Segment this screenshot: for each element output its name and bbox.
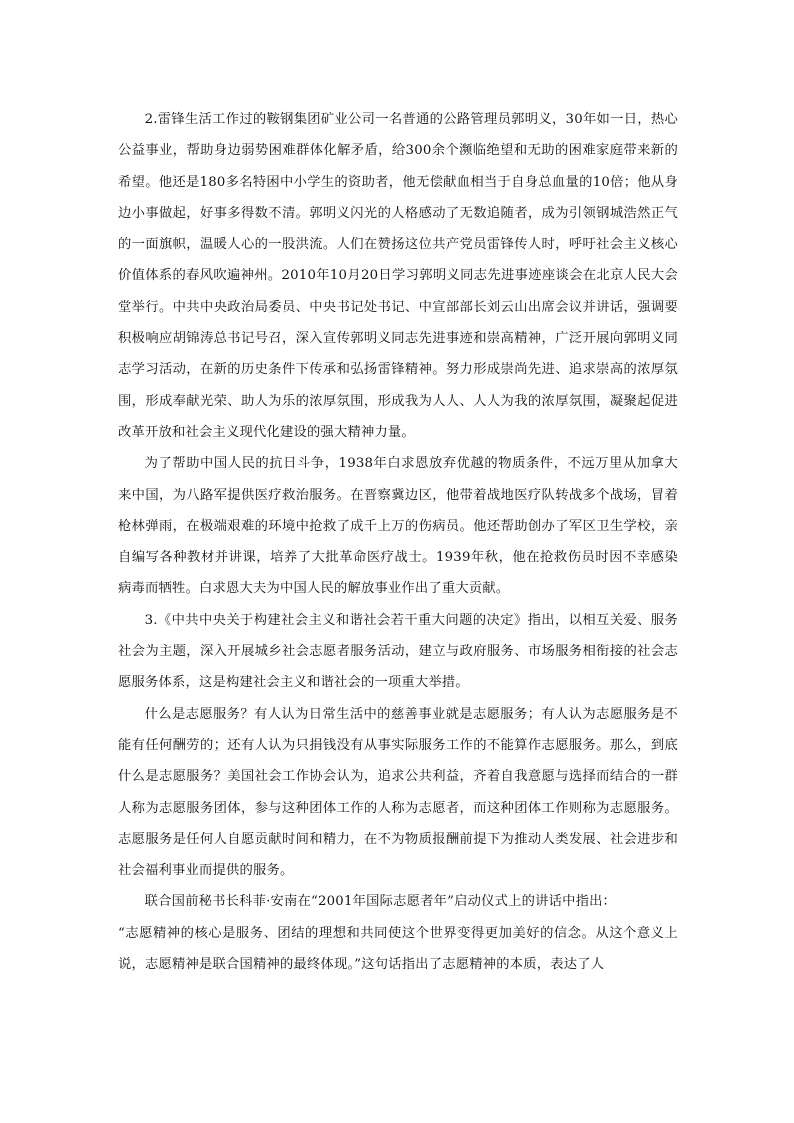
- document-body: [118, 104, 678, 980]
- paragraph-annan-quote: “志愿精神的核心是服务、团结的理想和共同使这个世界变得更加美好的信念。从这个意义上说，志愿精神是联合国精神的最终体现。”这句话指出了志愿精神的本质，表达了人: [118, 925, 678, 973]
- paragraph-guo-mingyi: 2.雷锋生活工作过的鞍钢集团矿业公司一名普通的公路管理员郭明义，30年如一日，热心公益事业，帮助身边弱势困难群体化解矛盾，给300余个濒临绝望和无助的困难家庭带来新的希望。他还是180多名特困中小学生的资助者，他无偿献血相当于自身总血量的10倍；他从身边小事做起，好事多得数不清。郭明义闪光的人格感动了无数追随者，成为引领钢城浩然正气的一面旗帜，温暖人心的一股洪流。人们在赞扬这位共产党员雷锋传人时，呼吁社会主义核心价值体系的春风吹遍神州。2010年10月20日学习郭明义同志先进事迹座谈会在北京人民大会堂举行。中共中央政治局委员、中央书记处书记、中宣部部长刘云山出席会议并讲话，强调要积极响应胡锦涛总书记号召，深入宣传郭明义同志先进事迹和崇高精神，广泛开展向郭明义同志学习活动，在新的历史条件下传承和弘扬雷锋精神。努力形成崇尚先进、追求崇高的浓厚氛围，形成奉献光荣、助人为乐的浓厚氛围，形成我为人人、人人为我的浓厚氛围，凝聚起促进改革开放和社会主义现代化建设的强大精神力量。: [118, 112, 678, 440]
- paragraph-bethune: 为了帮助中国人民的抗日斗争，1938年白求恩放弃优越的物质条件，不远万里从加拿大来中国，为八路军提供医疗救治服务。在晋察冀边区，他带着战地医疗队转战多个战场，冒着枪林弹雨，在极端艰难的环境中抢救了成千上万的伤病员。他还帮助创办了军区卫生学校，亲自编写各种教材并讲课，培养了大批革命医疗战士。1939年秋，他在抢救伤员时因不幸感染病毒而牺牲。白求恩大夫为中国人民的解放事业作出了重大贡献。: [118, 456, 678, 597]
- paragraph-harmonious-society-decision: 3.《中共中央关于构建社会主义和谐社会若干重大问题的决定》指出，以相互关爱、服务社会为主题，深入开展城乡社会志愿者服务活动，建立与政府服务、市场服务相衔接的社会志愿服务体系，这是构建社会主义和谐社会的一项重大举措。: [118, 612, 678, 691]
- paragraph-what-is-volunteer-service: 什么是志愿服务？有人认为日常生活中的慈善事业就是志愿服务；有人认为志愿服务是不能有任何酬劳的；还有人认为只捐钱没有从事实际服务工作的不能算作志愿服务。那么，到底什么是志愿服务？美国社会工作协会认为，追求公共利益，齐着自我意愿与选择而结合的一群人称为志愿服务团体，参与这种团体工作的人称为志愿者，而这种团体工作则称为志愿服务。志愿服务是任何人自愿贡献时间和精力，在不为物质报酬前提下为推动人类发展、社会进步和社会福利事业而提供的服务。: [118, 706, 678, 879]
- paragraph-annan-intro: 联合国前秘书长科菲·安南在“2001年国际志愿者年”启动仪式上的讲话中指出：: [144, 894, 617, 910]
